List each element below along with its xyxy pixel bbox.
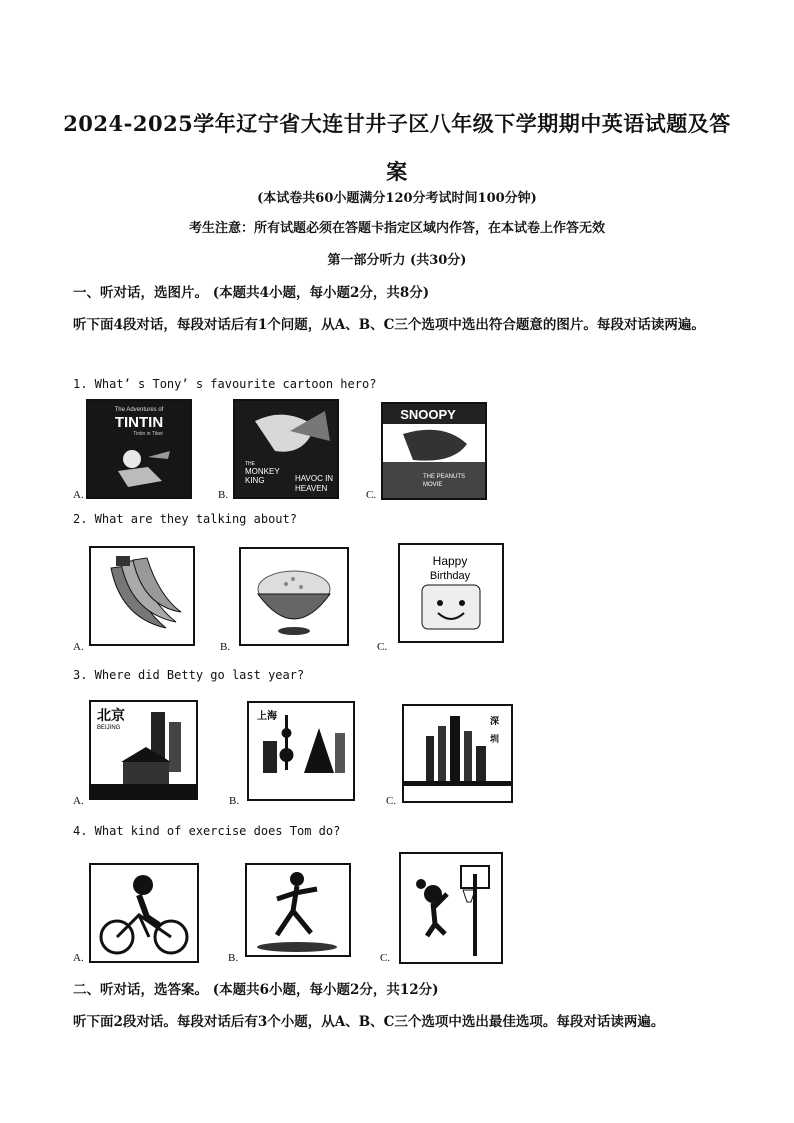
part-heading: 第一部分听力 (共30分) — [327, 253, 467, 268]
q3-image-c-shenzhen[interactable] — [402, 704, 513, 803]
q1-image-c-snoopy-cover[interactable] — [381, 402, 487, 500]
q3-image-a-beijing[interactable] — [89, 700, 198, 800]
monkey-king-text-monkey: MONKEY — [245, 467, 280, 476]
shanghai-chinese-label: 上海 — [257, 711, 277, 722]
q2-option-c: C. — [377, 641, 388, 653]
q2-image-c-birthday-cake[interactable] — [398, 543, 504, 643]
monkey-king-text-the: THE — [245, 461, 255, 467]
tintin-cover-title: TINTIN — [114, 414, 164, 431]
q1-image-b-monkey-king-cover[interactable] — [233, 399, 339, 499]
section-1-heading: 一、听对话，选图片。 (本题共4小题，每小题2分，共8分) — [73, 285, 430, 301]
tintin-cover-text-2: Tintin in Tibet — [133, 431, 163, 437]
q3-image-b-shanghai[interactable] — [247, 701, 355, 801]
q3-option-c: C. — [386, 795, 397, 807]
question-3: 3. Where did Betty go last year? — [73, 668, 305, 682]
section-2-heading: 二、听对话，选答案。 (本题共6小题，每小题2分，共12分) — [73, 982, 439, 998]
monkey-king-text-king: KING — [245, 476, 265, 485]
snoopy-cover-text-1: THE PEANUTS — [423, 474, 466, 480]
title-line-2: 案 — [386, 159, 408, 184]
q2-image-a-bananas[interactable] — [89, 546, 195, 646]
q1-option-a: A. — [73, 489, 84, 501]
cake-text-happy: Happy — [432, 554, 468, 568]
q1-image-a-tintin-cover[interactable] — [86, 399, 192, 499]
title-line-1: 2024-2025学年辽宁省大连甘井子区八年级下学期期中英语试题及答 — [63, 111, 731, 136]
exam-notice: 考生注意：所有试题必须在答题卡指定区域内作答，在本试卷上作答无效 — [188, 221, 605, 236]
question-4: 4. What kind of exercise does Tom do? — [73, 824, 341, 838]
document-title — [0, 100, 794, 196]
question-1: 1. What’ s Tony’ s favourite cartoon hero? — [73, 377, 377, 391]
section-1-instruction: 听下面4段对话，每段对话后有1个问题，从A、B、C三个选项中选出符合题意的图片。每段对话读两遍。 — [73, 317, 705, 333]
section-2-instruction: 听下面2段对话。每段对话后有3个小题，从A、B、C三个选项中选出最佳选项。每段对话读两遍。 — [73, 1014, 665, 1030]
monkey-king-text-heaven: HEAVEN — [295, 484, 328, 493]
tintin-cover-text-1: The Adventures of — [114, 407, 164, 413]
q1-option-c: C. — [366, 489, 377, 501]
question-2: 2. What are they talking about? — [73, 512, 297, 526]
q4-option-b: B. — [228, 952, 239, 964]
beijing-chinese-label: 北京 — [97, 708, 125, 724]
q2-option-b: B. — [220, 641, 231, 653]
q1-option-b: B. — [218, 489, 229, 501]
q3-option-b: B. — [229, 795, 240, 807]
beijing-english-label: BEIJING — [97, 725, 121, 731]
snoopy-cover-title: SNOOPY — [400, 407, 456, 422]
q4-option-a: A. — [73, 952, 84, 964]
q4-image-a-cycling[interactable] — [89, 863, 199, 963]
q4-image-b-running[interactable] — [245, 863, 351, 957]
q3-option-a: A. — [73, 795, 84, 807]
monkey-king-text-havoc: HAVOC IN — [295, 474, 334, 483]
q2-option-a: A. — [73, 641, 84, 653]
snoopy-cover-text-2: MOVIE — [423, 482, 443, 488]
q2-image-b-rice-bowl[interactable] — [239, 547, 349, 646]
exam-info: (本试卷共60小题满分120分考试时间100分钟) — [257, 191, 537, 206]
q4-option-c: C. — [380, 952, 391, 964]
q4-image-c-basketball[interactable] — [399, 852, 503, 964]
shenzhen-chinese-label-1: 深 — [490, 717, 500, 727]
shenzhen-chinese-label-2: 圳 — [490, 735, 500, 745]
cake-text-birthday: Birthday — [429, 570, 471, 582]
